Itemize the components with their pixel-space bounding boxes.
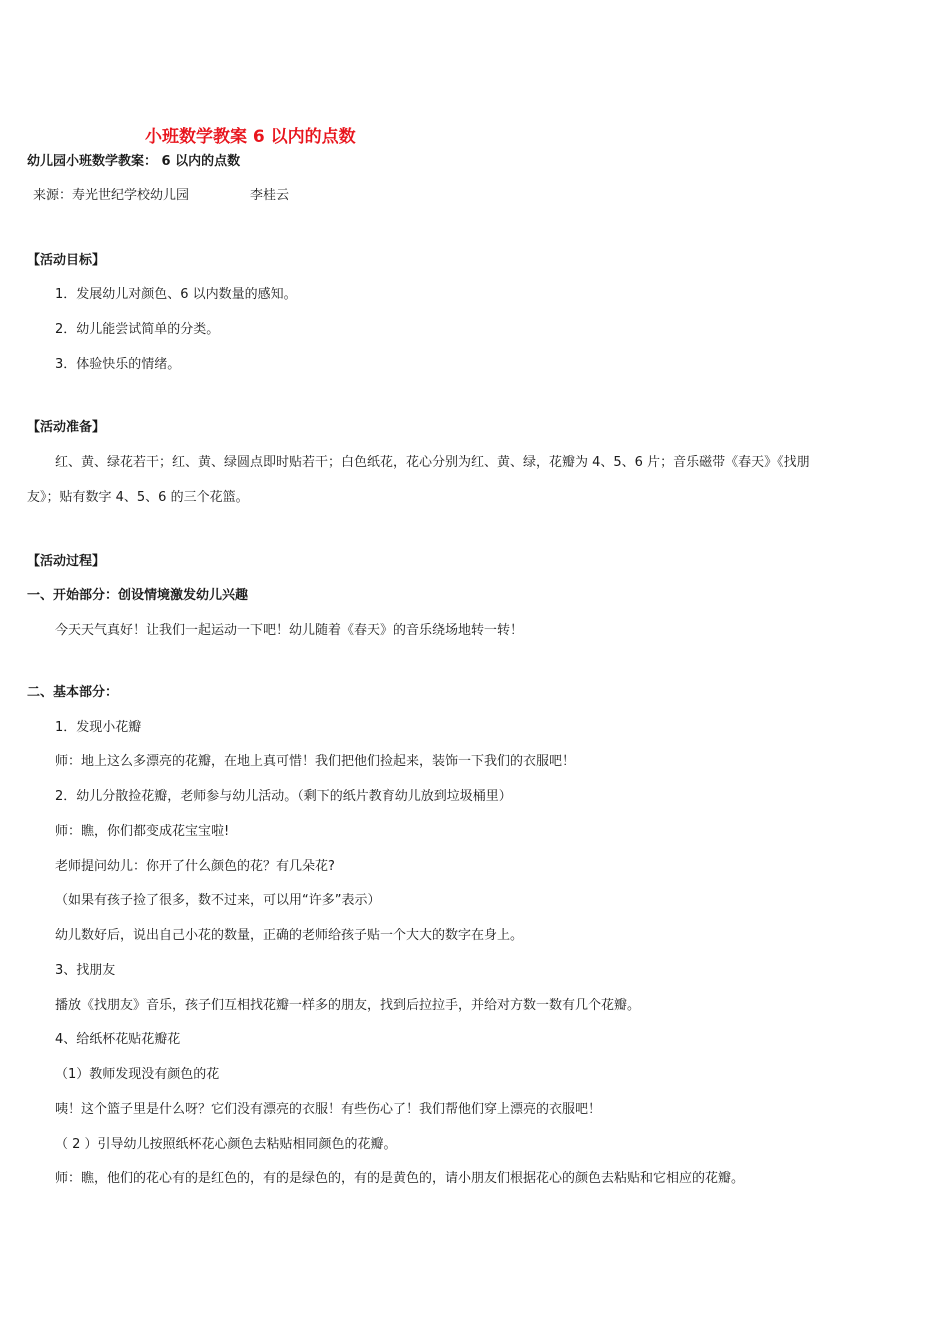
goal-item: 2．幼儿能尝试简单的分类。 [55, 322, 220, 337]
process-line: 3、找朋友 [55, 963, 116, 978]
process-line: 播放《找朋友》音乐，孩子们互相找花瓣一样多的朋友，找到后拉拉手，并给对方数一数有几个花瓣。 [55, 998, 641, 1013]
part1-text: 今天天气真好！让我们一起运动一下吧！幼儿随着《春天》的音乐绕场地转一转！ [55, 623, 524, 638]
document-subtitle: 幼儿园小班数学教案： 6 以内的点数 [27, 154, 241, 169]
process-line: （ 2 ）引导幼儿按照纸杯花心颜色去粘贴相同颜色的花瓣。 [55, 1137, 397, 1152]
process-line: 幼儿数好后，说出自己小花的数量，正确的老师给孩子贴一个大大的数字在身上。 [55, 928, 524, 943]
process-line: （1）教师发现没有颜色的花 [55, 1067, 220, 1082]
process-line: 师：瞧，你们都变成花宝宝啦! [55, 824, 230, 839]
process-line: 2．幼儿分散捡花瓣，老师参与幼儿活动。（剩下的纸片教育幼儿放到垃圾桶里） [55, 789, 512, 804]
section-heading-process: 【活动过程】 [27, 554, 106, 569]
source-author: 李桂云 [250, 188, 290, 203]
process-line: 老师提问幼儿：你开了什么颜色的花？有几朵花? [55, 859, 335, 874]
process-line: 师：瞧，他们的花心有的是红色的，有的是绿色的，有的是黄色的，请小朋友们根据花心的颜色去粘贴和它相应的花瓣。 [55, 1171, 745, 1186]
source-label: 来源：寿光世纪学校幼儿园 [33, 188, 190, 203]
process-line: 1．发现小花瓣 [55, 720, 142, 735]
section-heading-goals: 【活动目标】 [27, 253, 106, 268]
process-line: 4、给纸杯花贴花瓣花 [55, 1032, 181, 1047]
goal-item: 3．体验快乐的情绪。 [55, 357, 181, 372]
process-line: 师：地上这么多漂亮的花瓣，在地上真可惜！我们把他们捡起来，装饰一下我们的衣服吧！ [55, 754, 576, 769]
goal-item: 1．发展幼儿对颜色、6 以内数量的感知。 [55, 287, 297, 302]
part1-heading: 一、开始部分：创设情境激发幼儿兴趣 [27, 588, 249, 603]
process-line: （如果有孩子捡了很多，数不过来，可以用“许多”表示） [55, 893, 381, 908]
process-line: 咦！这个篮子里是什么呀？它们没有漂亮的衣服！有些伤心了！我们帮他们穿上漂亮的衣服吧！ [55, 1102, 602, 1117]
section-heading-prep: 【活动准备】 [27, 420, 106, 435]
document-title: 小班数学教案 6 以内的点数 [145, 127, 356, 147]
source-line [33, 187, 433, 205]
prep-text-line: 红、黄、绿花若干；红、黄、绿圆点即时贴若干；白色纸花，花心分别为红、黄、绿，花瓣为 4、5、6 片；音乐磁带《春天》《找朋 [55, 455, 810, 470]
part2-heading: 二、基本部分： [27, 685, 119, 700]
prep-text-line: 友》；贴有数字 4、5、6 的三个花篮。 [27, 490, 249, 505]
